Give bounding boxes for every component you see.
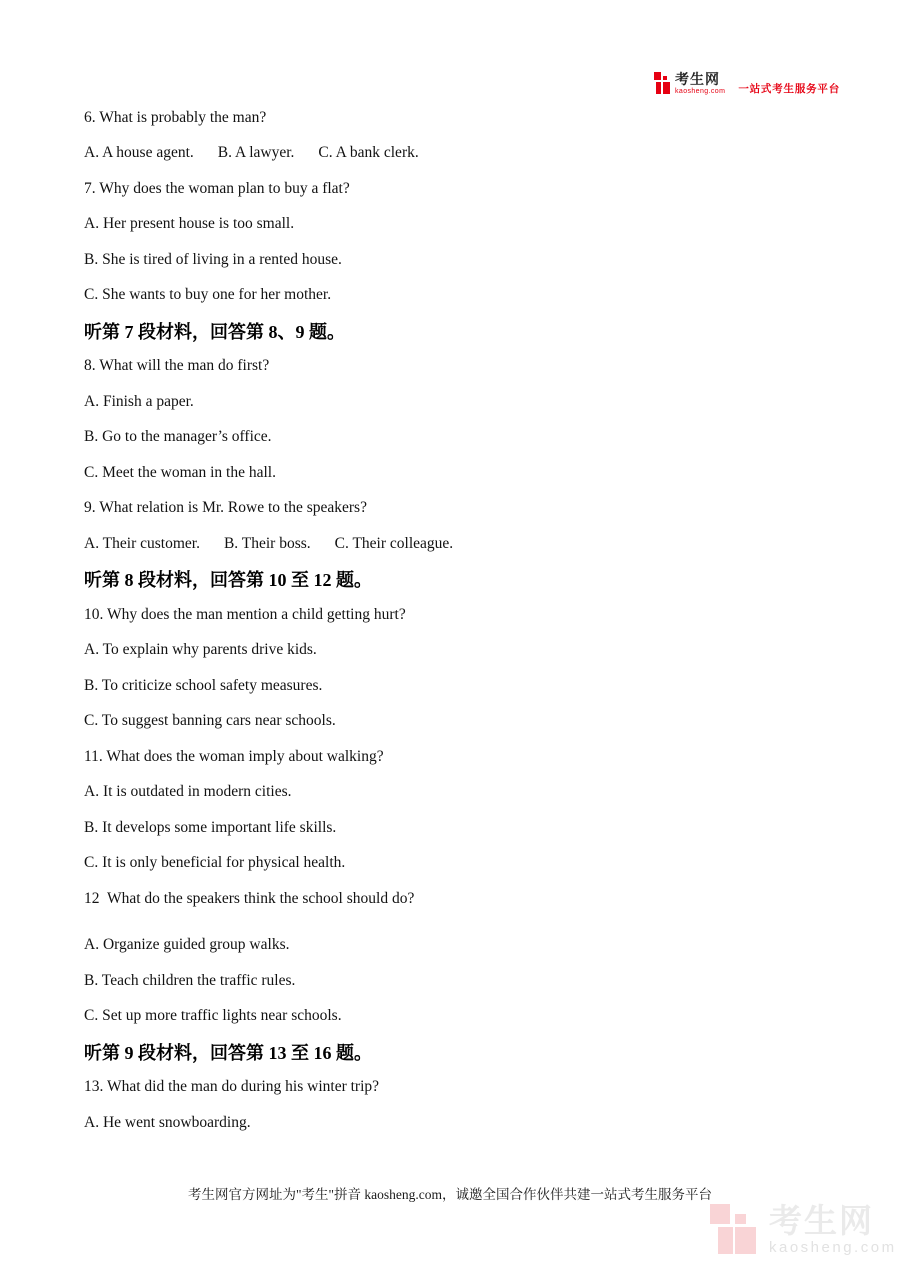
option-text: C. To suggest banning cars near schools. <box>84 712 336 730</box>
option-text: A. Finish a paper. <box>84 392 194 410</box>
option-text: B. It develops some important life skills. <box>84 818 337 836</box>
logo-text-column <box>675 72 725 95</box>
section-header: 听第 9 段材料，回答第 13 至 16 题。 <box>84 1042 372 1063</box>
section-header: 听第 8 段材料，回答第 10 至 12 题。 <box>84 570 372 591</box>
option-text: B. Their boss. <box>223 534 311 552</box>
option-text: C. Meet the woman in the hall. <box>84 463 276 481</box>
option-text: B. A lawyer. <box>217 144 295 162</box>
option-text: A. He went snowboarding. <box>84 1113 251 1131</box>
option-text: B. Teach children the traffic rules. <box>84 971 296 989</box>
option-text: A. To explain why parents drive kids. <box>84 641 317 659</box>
option-text: C. She wants to buy one for her mother. <box>84 286 332 304</box>
kaosheng-watermark <box>710 1204 897 1255</box>
options-row <box>84 136 860 172</box>
question-text: 6. What is probably the man? <box>84 108 267 126</box>
question-text: 8. What will the man do first? <box>84 357 270 375</box>
kaosheng-logo-icon <box>654 72 671 94</box>
logo-domain-text: kaosheng.com <box>675 88 726 95</box>
logo-block <box>654 72 661 80</box>
section-header: 听第 7 段材料，回答第 8、9 题。 <box>84 321 345 342</box>
question-text: 12 What do the speakers think the school should do? <box>84 889 415 907</box>
logo-block <box>663 82 670 94</box>
option-text: A. Organize guided group walks. <box>84 936 290 954</box>
document-lines <box>84 100 860 1141</box>
logo-block <box>663 76 667 80</box>
option-text: C. Their colleague. <box>334 534 454 552</box>
option-text: A. Her present house is too small. <box>84 215 295 233</box>
logo-brand-name: 考生网 <box>675 71 720 87</box>
line-spacer <box>84 917 860 928</box>
option-text: B. Go to the manager’s office. <box>84 428 272 446</box>
watermark-block <box>710 1204 730 1224</box>
watermark-brand-name: 考生网 <box>769 1202 874 1239</box>
question-text: 10. Why does the man mention a child getting hurt? <box>84 605 406 623</box>
question-text: 7. Why does the woman plan to buy a flat? <box>84 179 350 197</box>
option-text: B. To criticize school safety measures. <box>84 676 323 694</box>
question-text: 11. What does the woman imply about walking? <box>84 747 384 765</box>
question-text: 9. What relation is Mr. Rowe to the speakers? <box>84 499 367 517</box>
watermark-domain-text: kaosheng.com <box>769 1239 897 1256</box>
watermark-logo-icon <box>710 1204 758 1254</box>
option-text: C. It is only beneficial for physical health. <box>84 854 346 872</box>
watermark-block <box>735 1214 746 1224</box>
footer-text: 考生网官方网址为"考生"拼音 kaosheng.com，诚邀全国合作伙伴共建一站式考生服务平台 <box>187 1187 712 1202</box>
question-text: 13. What did the man do during his winter trip? <box>84 1078 380 1096</box>
option-text: A. It is outdated in modern cities. <box>84 783 292 801</box>
watermark-block <box>735 1227 756 1254</box>
options-row <box>84 526 860 562</box>
kaosheng-logo <box>654 72 840 96</box>
option-text: A. Their customer. <box>84 534 200 552</box>
option-text: C. A bank clerk. <box>318 144 419 162</box>
option-text: A. A house agent. <box>84 144 194 162</box>
option-text: C. Set up more traffic lights near schools. <box>84 1007 342 1025</box>
watermark-text-column <box>769 1204 897 1255</box>
logo-block <box>656 82 661 94</box>
logo-slogan: 一站式考生服务平台 <box>738 83 841 95</box>
watermark-block <box>718 1227 733 1254</box>
option-text: B. She is tired of living in a rented house. <box>84 250 342 268</box>
